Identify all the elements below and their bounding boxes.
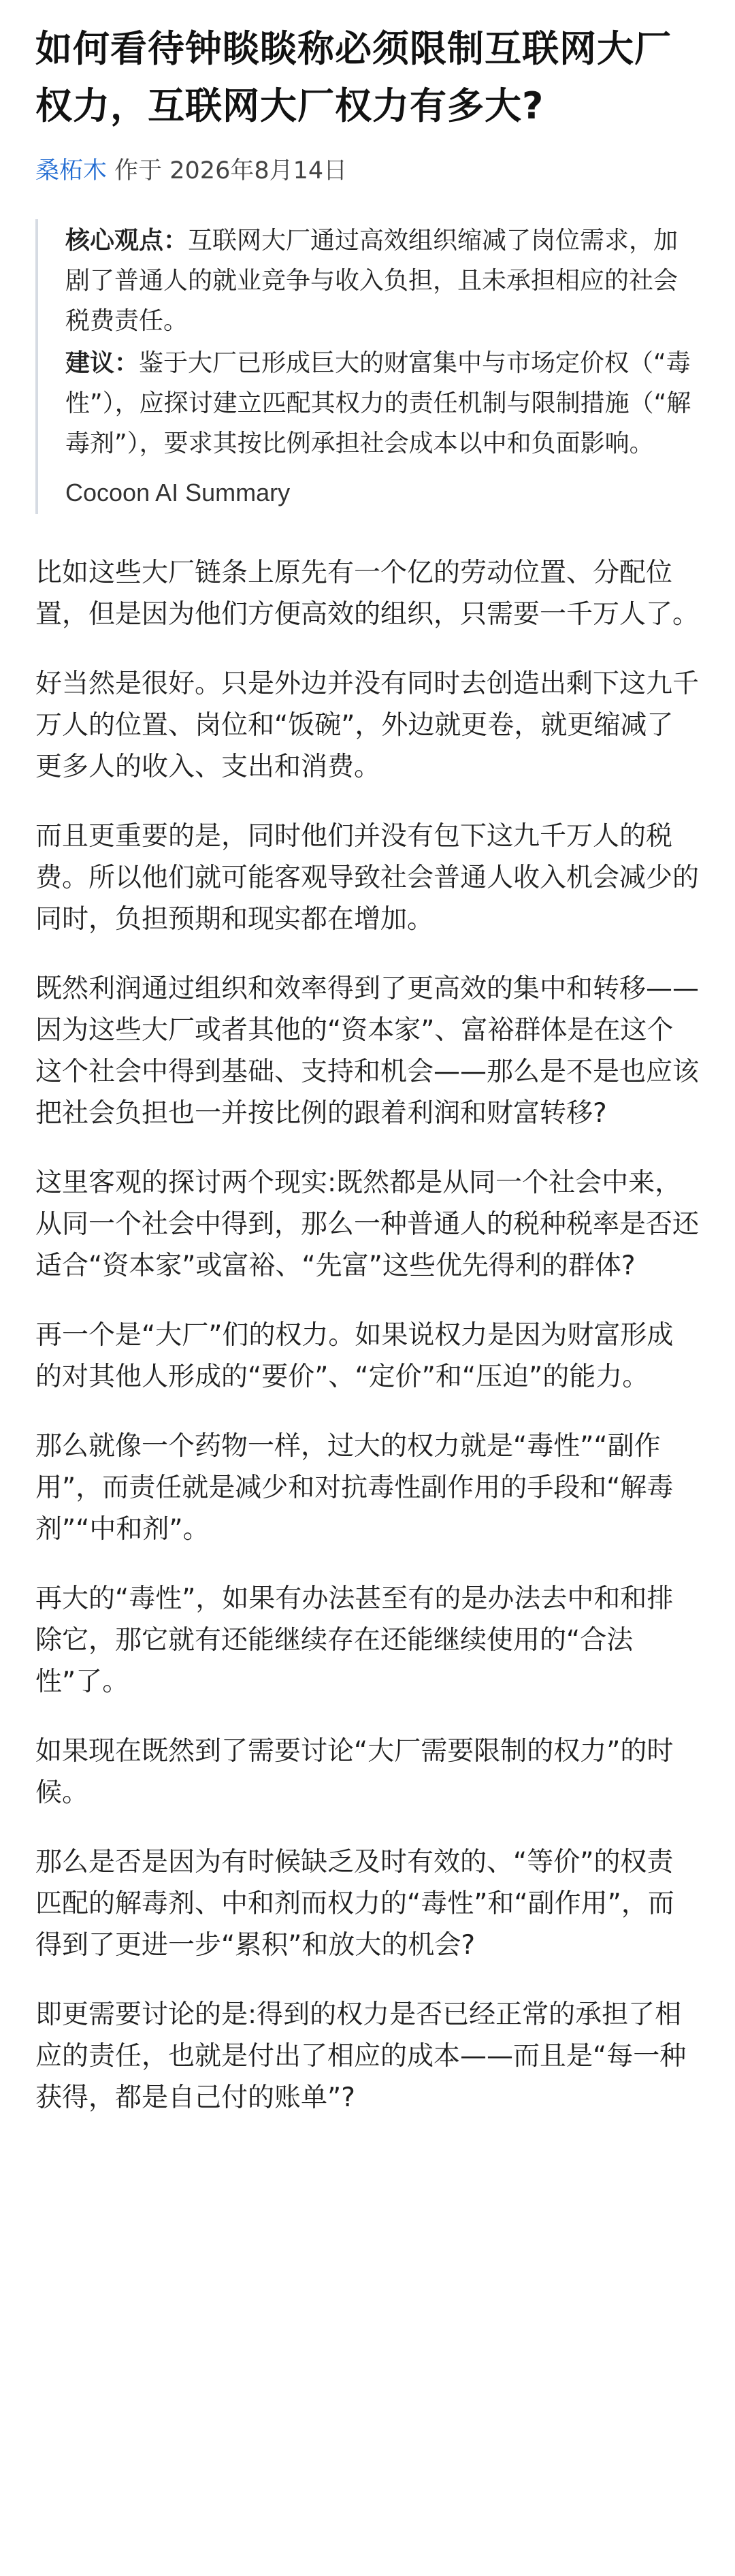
body-paragraph: 如果现在既然到了需要讨论“大厂需要限制的权力”的时候。: [35, 1736, 674, 1808]
author-link[interactable]: 桑柘木: [35, 157, 108, 184]
body-paragraph: 那么是否是因为有时候缺乏及时有效的、“等价”的权责匹配的解毒剂、中和剂而权力的“毒性”和“副作用”，而得到了更进一步“累积”和放大的机会?: [35, 1847, 674, 1961]
body-paragraph: 好当然是很好。只是外边并没有同时去创造出剩下这九千万人的位置、岗位和“饭碗”，外边就更卷，就更缩减了更多人的收入、支出和消费。: [35, 669, 700, 782]
publish-date: 作于 2026年8月14日: [107, 157, 348, 184]
summary-advice: [65, 343, 700, 464]
body-paragraph: 比如这些大厂链条上原先有一个亿的劳动位置、分配位置，但是因为他们方便高效的组织，只需要一千万人了。: [35, 558, 700, 630]
page-title: 如何看待钟睒睒称必须限制互联网大厂权力，互联网大厂权力有多大?: [35, 27, 672, 127]
summary-core-text: 互联网大厂通过高效组织缩减了岗位需求，加剧了普通人的就业竞争与收入负担，且未承担相应的社会税费责任。: [65, 227, 679, 335]
summary-advice-label: 建议：: [65, 349, 140, 377]
byline: [35, 154, 700, 188]
summary-advice-text: 鉴于大厂已形成巨大的财富集中与市场定价权（“毒性”），应探讨建立匹配其权力的责任机制与限制措施（“解毒剂”），要求其按比例承担社会成本以中和负面影响。: [65, 349, 691, 457]
summary-core-label: 核心观点：: [65, 227, 189, 255]
body-paragraph: 这里客观的探讨两个现实:既然都是从同一个社会中来，从同一个社会中得到，那么一种普通人的税种税率是否还适合“资本家”或富裕、“先富”这些优先得利的群体?: [35, 1168, 700, 1281]
summary-core: [65, 221, 700, 341]
summary-source: Cocoon AI Summary: [65, 479, 291, 506]
article-body: [35, 552, 700, 2119]
body-paragraph: 再大的“毒性”，如果有办法甚至有的是办法去中和和排除它，那它就有还能继续存在还能继续使用的“合法性”了。: [35, 1583, 674, 1697]
body-paragraph: 那么就像一个药物一样，过大的权力就是“毒性”“副作用”，而责任就是减少和对抗毒性副作用的手段和“解毒剂”“中和剂”。: [35, 1431, 674, 1545]
body-paragraph: 即更需要讨论的是:得到的权力是否已经正常的承担了相应的责任，也就是付出了相应的成本——而且是“每一种获得，都是自己付的账单”?: [35, 1999, 687, 2113]
body-paragraph: 既然利润通过组织和效率得到了更高效的集中和转移——因为这些大厂或者其他的“资本家”、富裕群体是在这个这个社会中得到基础、支持和机会——那么是不是也应该把社会负担也一并按比例的跟着利润和财富转移?: [35, 973, 700, 1129]
ai-summary-block: [35, 219, 700, 514]
body-paragraph: 而且更重要的是，同时他们并没有包下这九千万人的税费。所以他们就可能客观导致社会普通人收入机会减少的同时，负担预期和现实都在增加。: [35, 821, 700, 935]
body-paragraph: 再一个是“大厂”们的权力。如果说权力是因为财富形成的对其他人形成的“要价”、“定价”和“压迫”的能力。: [35, 1320, 674, 1392]
